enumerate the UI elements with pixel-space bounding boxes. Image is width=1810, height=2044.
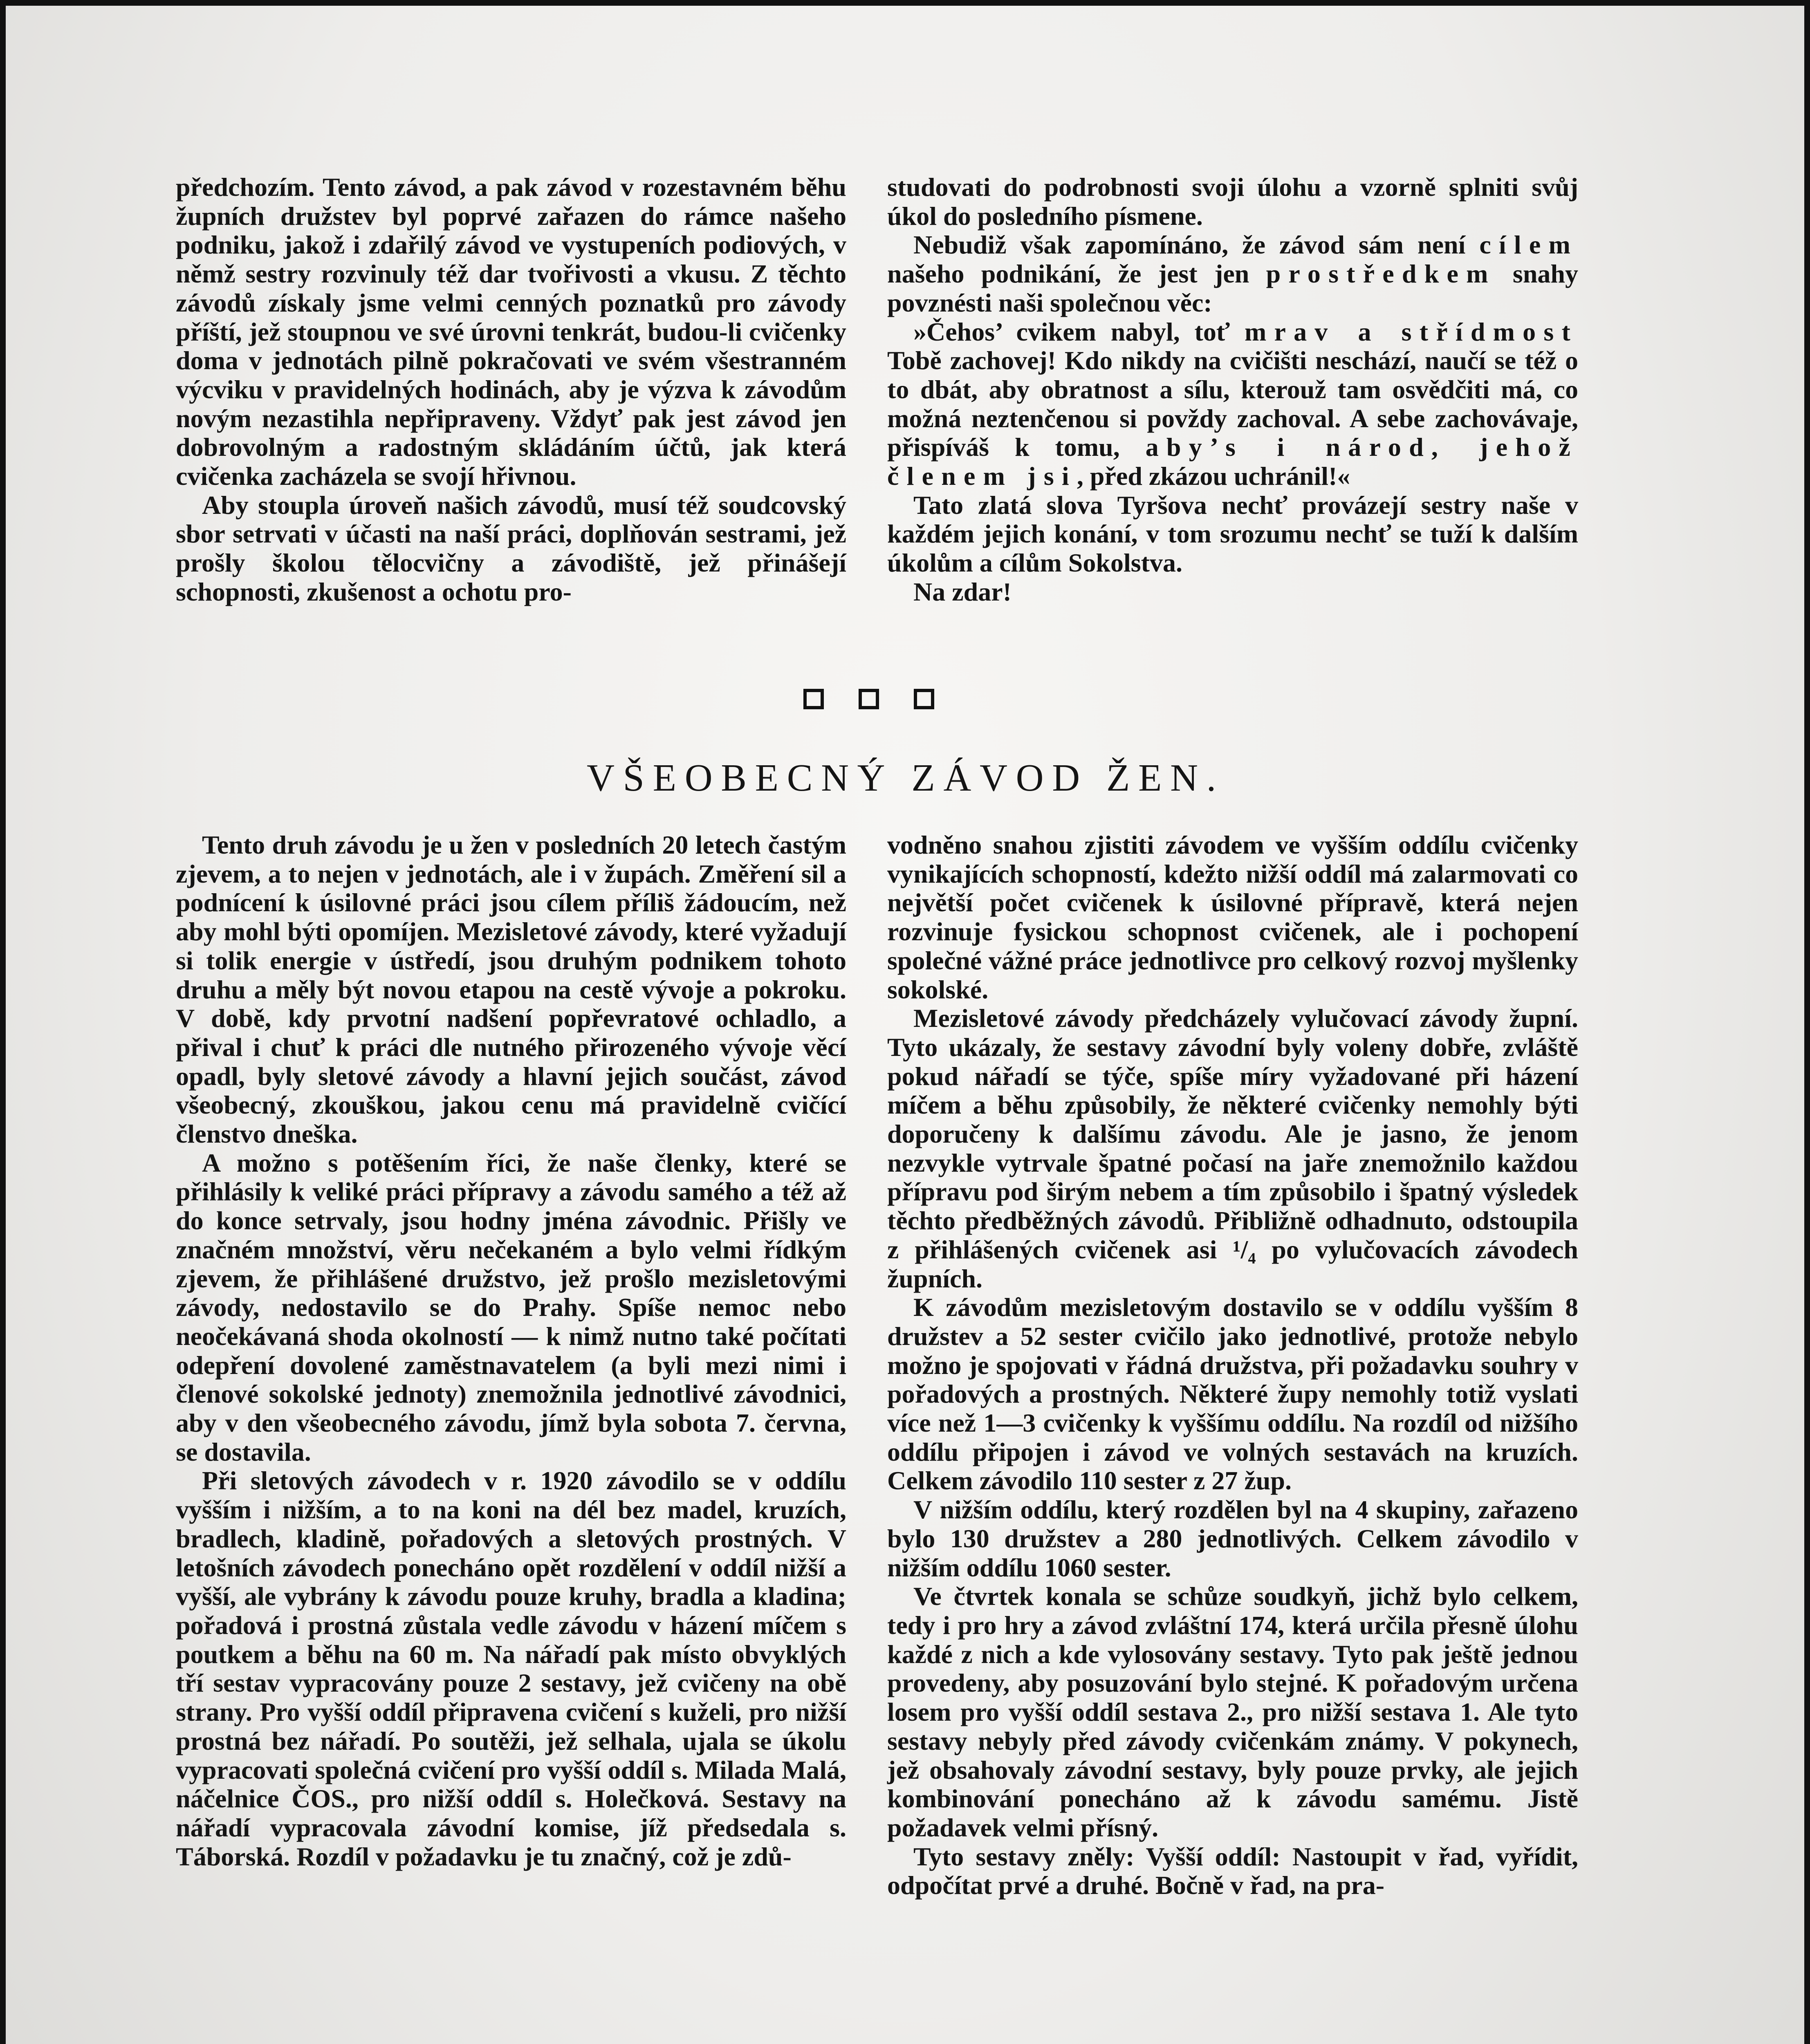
spaced-emphasis: prostředkem <box>1266 259 1496 289</box>
text-run: Tobě zachovej! Kdo nikdy na cvičišti neschází, naučí se též o to dbát, aby obratnost a sílu, kterouž tam osvědčiti má, co možná neztenčenou si povždy zachoval. A sebe zachovávaje, přispíváš k tomu, <box>887 346 1578 462</box>
paragraph: vodněno snahou zjistiti závodem ve vyšším oddílu cvičenky vynikajících schopností, kdežto nižší oddíl má zalarmovati co největší počet cvičenek k úsilovné přípravě, která nejen rozvinuje fysickou schopnost cvičenek, ale i pochopení společné vážné práce jednotlivce pro celkový rozvoj myšlenky sokolské. <box>887 830 1578 1004</box>
paragraph: K závodům mezisletovým dostavilo se v oddílu vyšším 8 družstev a 52 sester cvičilo jako jednotlivé, protože nebylo možno je spojovati v řádná družstva, při požadavku souhry v pořadových a prostných. Některé župy nemohly totiž vyslati více než 1—3 cvičenky k vyššímu oddílu. Na rozdíl od nižšího oddílu připojen i závod ve volných sestavách na kruzích. Celkem závodilo 110 sester z 27 žup. <box>887 1293 1578 1495</box>
article-column-right <box>887 831 1578 1900</box>
text-run: našeho podnikání, že jest jen <box>887 259 1266 289</box>
text-run: Nebudiž však zapomínáno, že závod sám není <box>913 230 1480 260</box>
paragraph: Tento druh závodu je u žen v posledních 20 letech častým zjevem, a to nejen v jednotách, ale i v župách. Změření sil a podnícení k úsilovné práci jsou cílem příliš žádoucím, než aby mohl býti opomíjen. Mezisletové závody, které vyžadují si tolik energie v ústředí, jsou druhým podnikem tohoto druhu a měly být novou etapou na cestě vývoje a pokroku. V době, kdy prvotní nadšení popřevratové ochladlo, a přival i chuť k práci dle nutného přirozeného vývoje věcí opadl, byly sletové závody a hlavní jejich součást, závod všeobecný, zkouškou, jakou cenu má pravidelně cvičící členstvo dneška. <box>176 830 846 1149</box>
closing-line: Na zdar! <box>913 577 1012 606</box>
top-column-right <box>887 173 1578 607</box>
paragraph: předchozím. Tento závod, a pak závod v rozestavném běhu župních družstev byl poprvé zařazen do rámce našeho podniku, jakož i zdařilý závod ve vystupeních podiových, v němž sestry rozvinuly též dar tvořivosti a vkusu. Z těchto závodů získaly jsme velmi cenných poznatků pro závody příští, jež stoupnou ve své úrovni tenkrát, budou-li cvičenky doma v jednotách pilně pokračovati ve svém všestranném výcviku v pravidelných hodinách, aby je výzva k závodům novým nezastihla nepřipraveny. Vždyť pak jest závod jen dobrovolným a radostným skládáním účtů, jak která cvičenka zacházela se svojí hřivnou. <box>176 173 846 491</box>
text-run: snahy povznésti naši společnou věc: <box>887 259 1579 317</box>
spaced-emphasis: aby’s i národ, jehož členem jsi <box>887 433 1578 491</box>
spaced-emphasis: cílem <box>1479 230 1578 260</box>
paragraph: A možno s potěšením říci, že naše členky, které se přihlásily k veliké práci přípravy a závodu samého a též až do konce setrvaly, jsou hodny jména závodnic. Přišly ve značném množství, věru nečekaném a bylo velmi řídkým zjevem, že přihlášené družstvo, jež prošlo mezisletovými závody, nedostavilo se do Prahy. Spíše nemoc nebo neočekávaná shoda okolností — k nimž nutno také počítati odepření dovolené zaměstnavatelem (a byli mezi nimi i členové sokolské jednoty) znemožnila jednotlivé závodnici, aby v den všeobecného závodu, jímž byla sobota 7. června, se dostavila. <box>176 1148 846 1466</box>
paragraph <box>887 231 1578 317</box>
paragraph: V nižším oddílu, který rozdělen byl na 4 skupiny, zařazeno bylo 130 družstev a 280 jednotlivých. Celkem závodilo v nižším oddílu 1060 sester. <box>887 1495 1578 1582</box>
paragraph: studovati do podrobnosti svoji úlohu a vzorně splniti svůj úkol do posledního písmene. <box>887 173 1578 231</box>
paragraph <box>887 318 1578 491</box>
paragraph: Ve čtvrtek konala se schůze soudkyň, jichž bylo celkem, tedy i pro hry a závod zvláštní 174, která určila přesně úlohu každé z nich a kde vylosovány sestavy. Tyto pak ještě jednou provedeny, aby posuzování bylo stejné. K pořadovým určena losem pro vyšší oddíl sestava 2., pro nižší sestava 1. Ale tyto sestavy nebyly před závody cvičenkám známy. V pokynech, jež obsahovaly závodní sestavy, byly pouze prvky, ale jejich kombinování ponecháno až k závodu samému. Jistě požadavek velmi přísný. <box>887 1582 1578 1842</box>
article-column-left <box>176 831 846 1871</box>
text-run: , před zkázou uchránil!« <box>1077 462 1350 491</box>
text-run: »Čehos’ cvikem nabyl, toť <box>913 317 1245 346</box>
paragraph: Při sletových závodech v r. 1920 závodilo se v oddílu vyšším i nižším, a to na koni na dél bez madel, kruzích, bradlech, kladině, pořadových a sletových prostných. V letošních závodech ponecháno opět rozdělení v oddíl nižší a vyšší, ale vybrány k závodu pouze kruhy, bradla a kladina; pořadová i prostná zůstala vedle závodu v házení míčem s poutkem a běhu na 60 m. Na nářadí pak místo obvyklých tří sestav vypracovány pouze 2 sestavy, jež cvičeny na obě strany. Pro vyšší oddíl připravena cvičení s kuželi, pro nižší prostná bez nářadí. Po soutěži, jež selhala, ujala se úkolu vypracovati společná cvičení pro vyšší oddíl s. Milada Malá, náčelnice ČOS., pro nižší oddíl s. Holečková. Sestavy na nářadí vypracovala závodní komise, jíž předsedala s. Táborská. Rozdíl v požadavku je tu značný, což je zdů- <box>176 1466 846 1871</box>
spaced-emphasis: mrav a střídmost <box>1244 317 1578 346</box>
paragraph: Mezisletové závody předcházely vylučovací závody župní. Tyto ukázaly, že sestavy závodní byly voleny dobře, zvláště pokud nářadí se týče, spíše míry vyžadované při házení míčem a běhu způsobily, že některé cvičenky nemohly býti doporučeny k dalšímu závodu. Ale je jasno, že jenom nezvykle vytrvale špatné počasí na jaře znemožnilo každou přípravu pod širým nebem a tím způsobilo i špatný výsledek těchto předběžných závodů. Přibližně odhadnuto, odstoupila z přihlášených cvičenek asi ¹/₄ po vylučovacích závodech župních. <box>887 1004 1578 1293</box>
separator-square-icon <box>803 689 824 709</box>
paragraph: Tato zlatá slova Tyršova nechť provázejí sestry naše v každém jejich konání, v tom srozumu nechť se tuží k dalším úkolům a cílům Sokolstva. <box>887 490 1578 578</box>
section-separator <box>803 685 934 713</box>
top-column-left <box>176 173 846 607</box>
article-title: VŠEOBECNÝ ZÁVOD ŽEN. <box>587 757 1225 799</box>
paragraph: Tyto sestavy zněly: Vyšší oddíl: Nastoupit v řad, vyřídit, odpočítat prvé a druhé. Bočně v řad, na pra- <box>887 1842 1578 1900</box>
separator-square-icon <box>914 689 934 709</box>
separator-square-icon <box>859 689 879 709</box>
paragraph: Aby stoupla úroveň našich závodů, musí též soudcovský sbor setrvati v účasti na naší práci, doplňován sestrami, jež prošly školou tělocvičny a závodiště, jež přinášejí schopnosti, zkušenost a ochotu pro- <box>176 490 846 606</box>
